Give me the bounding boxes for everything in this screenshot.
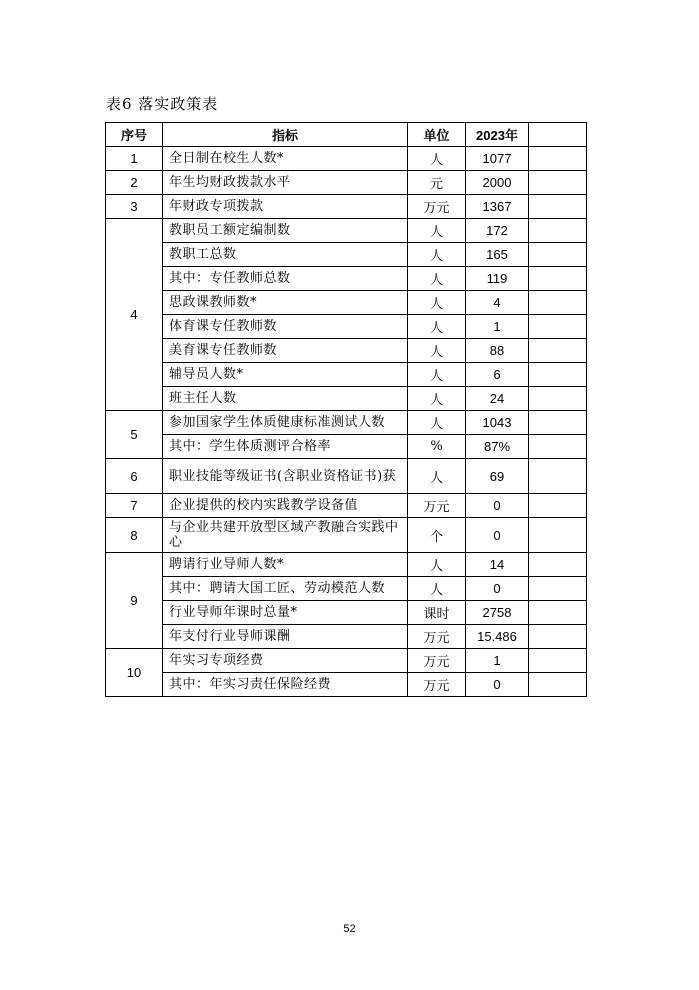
indicator-cell: 年实习专项经费 <box>163 649 408 673</box>
unit-cell: 万元 <box>408 649 466 673</box>
indicator-cell: 企业提供的校内实践教学设备值 <box>163 494 408 518</box>
extra-cell <box>529 267 587 291</box>
extra-cell <box>529 435 587 459</box>
table-row <box>106 219 587 243</box>
table-caption: 表6 落实政策表 <box>106 95 219 113</box>
header-year: 2023年 <box>466 123 529 147</box>
value-cell: 1 <box>466 649 529 673</box>
value-cell: 0 <box>466 518 529 553</box>
extra-cell <box>529 673 587 697</box>
value-cell: 172 <box>466 219 529 243</box>
value-cell: 87% <box>466 435 529 459</box>
indicator-cell: 教职员工额定编制数 <box>163 219 408 243</box>
seq-cell: 5 <box>106 411 163 459</box>
table-row <box>106 171 587 195</box>
table-row <box>106 625 587 649</box>
extra-cell <box>529 411 587 435</box>
value-cell: 2758 <box>466 601 529 625</box>
table-row <box>106 577 587 601</box>
indicator-cell: 思政课教师数* <box>163 291 408 315</box>
unit-cell: 人 <box>408 339 466 363</box>
indicator-cell: 参加国家学生体质健康标准测试人数 <box>163 411 408 435</box>
value-cell: 14 <box>466 553 529 577</box>
table-row <box>106 267 587 291</box>
table-row <box>106 459 587 494</box>
value-cell: 119 <box>466 267 529 291</box>
table-row <box>106 673 587 697</box>
value-cell: 24 <box>466 387 529 411</box>
extra-cell <box>529 147 587 171</box>
unit-cell: 人 <box>408 291 466 315</box>
unit-cell: 万元 <box>408 494 466 518</box>
unit-cell: 人 <box>408 147 466 171</box>
indicator-cell: 全日制在校生人数* <box>163 147 408 171</box>
unit-cell: 人 <box>408 387 466 411</box>
table-row <box>106 195 587 219</box>
page-number: 52 <box>343 923 356 935</box>
value-cell: 0 <box>466 673 529 697</box>
value-cell: 0 <box>466 494 529 518</box>
value-cell: 15.486 <box>466 625 529 649</box>
table-row <box>106 339 587 363</box>
unit-cell: 个 <box>408 518 466 553</box>
table-row <box>106 291 587 315</box>
extra-cell <box>529 195 587 219</box>
value-cell: 165 <box>466 243 529 267</box>
value-cell: 4 <box>466 291 529 315</box>
extra-cell <box>529 577 587 601</box>
table-row <box>106 147 587 171</box>
extra-cell <box>529 315 587 339</box>
value-cell: 1043 <box>466 411 529 435</box>
table-row <box>106 363 587 387</box>
unit-cell: 人 <box>408 553 466 577</box>
unit-cell: 人 <box>408 459 466 494</box>
value-cell: 1 <box>466 315 529 339</box>
extra-cell <box>529 553 587 577</box>
unit-cell: 万元 <box>408 625 466 649</box>
extra-cell <box>529 339 587 363</box>
seq-cell: 1 <box>106 147 163 171</box>
table-row <box>106 435 587 459</box>
table-row <box>106 411 587 435</box>
value-cell: 1367 <box>466 195 529 219</box>
extra-cell <box>529 518 587 553</box>
value-cell: 69 <box>466 459 529 494</box>
header-seq: 序号 <box>106 123 163 147</box>
indicator-cell: 其中：学生体质测评合格率 <box>163 435 408 459</box>
header-indicator: 指标 <box>163 123 408 147</box>
indicator-cell: 行业导师年课时总量* <box>163 601 408 625</box>
table-row <box>106 518 587 553</box>
indicator-cell: 班主任人数 <box>163 387 408 411</box>
seq-cell: 10 <box>106 649 163 697</box>
extra-cell <box>529 171 587 195</box>
unit-cell: 万元 <box>408 195 466 219</box>
table-row <box>106 315 587 339</box>
table-row <box>106 553 587 577</box>
extra-cell <box>529 291 587 315</box>
unit-cell: 人 <box>408 315 466 339</box>
value-cell: 2000 <box>466 171 529 195</box>
extra-cell <box>529 363 587 387</box>
unit-cell: 人 <box>408 267 466 291</box>
indicator-cell: 职业技能等级证书(含职业资格证书)获 <box>163 459 408 494</box>
unit-cell: 课时 <box>408 601 466 625</box>
extra-cell <box>529 459 587 494</box>
indicator-cell: 体育课专任教师数 <box>163 315 408 339</box>
seq-cell: 9 <box>106 553 163 649</box>
extra-cell <box>529 649 587 673</box>
extra-cell <box>529 601 587 625</box>
header-extra <box>529 123 587 147</box>
seq-cell: 7 <box>106 494 163 518</box>
seq-cell: 8 <box>106 518 163 553</box>
table-row <box>106 387 587 411</box>
indicator-cell: 年支付行业导师课酬 <box>163 625 408 649</box>
seq-cell: 3 <box>106 195 163 219</box>
indicator-cell: 辅导员人数* <box>163 363 408 387</box>
value-cell: 1077 <box>466 147 529 171</box>
indicator-cell: 美育课专任教师数 <box>163 339 408 363</box>
unit-cell: 人 <box>408 219 466 243</box>
unit-cell: 元 <box>408 171 466 195</box>
unit-cell: 万元 <box>408 673 466 697</box>
indicator-cell: 年财政专项拨款 <box>163 195 408 219</box>
unit-cell: % <box>408 435 466 459</box>
indicator-cell: 其中：聘请大国工匠、劳动模范人数 <box>163 577 408 601</box>
seq-cell: 6 <box>106 459 163 494</box>
unit-cell: 人 <box>408 243 466 267</box>
seq-cell: 4 <box>106 219 163 411</box>
table-row <box>106 494 587 518</box>
header-row <box>106 123 587 147</box>
table-row <box>106 243 587 267</box>
seq-cell: 2 <box>106 171 163 195</box>
extra-cell <box>529 387 587 411</box>
indicator-cell: 其中：年实习责任保险经费 <box>163 673 408 697</box>
extra-cell <box>529 243 587 267</box>
indicator-cell: 与企业共建开放型区域产教融合实践中心 <box>163 518 408 553</box>
indicator-cell: 年生均财政拨款水平 <box>163 171 408 195</box>
indicator-cell: 教职工总数 <box>163 243 408 267</box>
value-cell: 88 <box>466 339 529 363</box>
unit-cell: 人 <box>408 411 466 435</box>
indicator-cell: 聘请行业导师人数* <box>163 553 408 577</box>
extra-cell <box>529 494 587 518</box>
header-unit: 单位 <box>408 123 466 147</box>
value-cell: 0 <box>466 577 529 601</box>
policy-table <box>105 122 587 697</box>
extra-cell <box>529 219 587 243</box>
extra-cell <box>529 625 587 649</box>
table-row <box>106 601 587 625</box>
unit-cell: 人 <box>408 363 466 387</box>
indicator-cell: 其中：专任教师总数 <box>163 267 408 291</box>
unit-cell: 人 <box>408 577 466 601</box>
table-row <box>106 649 587 673</box>
value-cell: 6 <box>466 363 529 387</box>
